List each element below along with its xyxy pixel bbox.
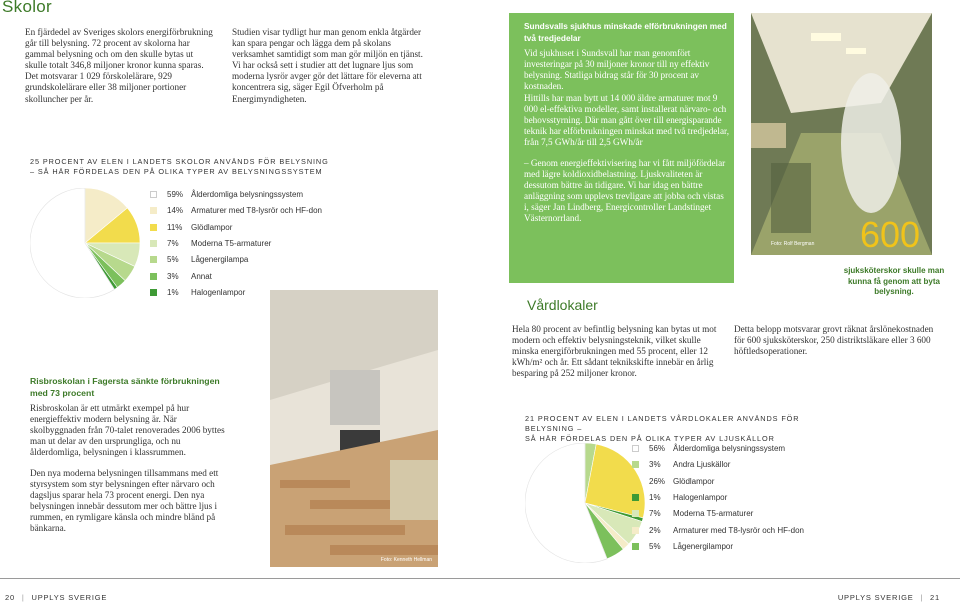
- sidebar-p3: – Genom energieffektivisering har vi fått miljöfördelar med lägre koldioxidbelastning. Ljuskvaliteten är dessutom bättre än tidigare. Vi har idag en bättre anläggning som upplevs trevligare att jobba och vistas i, säger Jan Lindberg, Energicontroller Landstinget Västernorrland.: [524, 158, 726, 224]
- vard-chart-legend: [632, 444, 852, 564]
- legend-label: Glödlampor: [673, 476, 715, 486]
- left-page-number: 20: [5, 593, 15, 602]
- legend-swatch: [150, 224, 157, 231]
- school-pie-chart: [30, 188, 140, 298]
- classroom-photo-credit: Foto: Kenneth Hellman: [380, 557, 432, 563]
- legend-label: Lågenergilampor: [673, 541, 734, 551]
- legend-percent: 3%: [167, 271, 179, 281]
- legend-entry: [150, 288, 245, 297]
- legend-swatch: [150, 256, 157, 263]
- legend-label: Ålderdomliga belysningssystem: [673, 444, 786, 453]
- legend-swatch: [632, 461, 639, 468]
- legend-entry: [150, 223, 232, 232]
- legend-swatch: [632, 510, 639, 517]
- sidebar-p1: Vid sjukhuset i Sundsvall har man genomfört investeringar på 30 miljoner kronor till ny effektiv belysning. Statliga bidrag står för 30 procent av kostnaden.: [524, 48, 710, 92]
- legend-swatch: [632, 543, 639, 550]
- legend-percent: 2%: [649, 525, 661, 535]
- legend-percent: 7%: [649, 509, 661, 519]
- right-footer: UPPLYS SVERIGE | 21: [837, 593, 940, 602]
- legend-label: Armaturer med T8-lysrör och HF-don: [673, 525, 804, 535]
- legend-percent: 14%: [167, 206, 184, 216]
- legend-percent: 7%: [167, 238, 179, 248]
- legend-label: Ålderdomliga belysningssystem: [191, 190, 304, 199]
- legend-percent: 26%: [649, 476, 666, 486]
- legend-swatch: [632, 478, 639, 485]
- legend-percent: 11%: [167, 222, 183, 232]
- legend-percent: 5%: [649, 541, 661, 551]
- legend-label: Andra Ljuskällor: [673, 460, 731, 470]
- right-page: [480, 0, 960, 603]
- right-footer-rule: [480, 578, 960, 579]
- left-footer: 20 | UPPLYS SVERIGE: [5, 593, 108, 602]
- stat-600-text: sjuksköterskor skulle man kunna få genom att byta belysning.: [843, 266, 945, 296]
- case-study-title: Risbroskolan i Fagersta sänkte förbrukningen med 73 procent: [30, 376, 220, 398]
- legend-swatch: [150, 273, 157, 280]
- legend-entry: [150, 190, 303, 199]
- legend-swatch: [150, 289, 157, 296]
- stat-600-number: 600: [860, 214, 921, 255]
- classroom-photo: [270, 290, 438, 567]
- legend-label: Armaturer med T8-lysrör och HF-don: [191, 206, 322, 216]
- vard-pie-chart: [525, 443, 645, 563]
- legend-swatch: [632, 494, 639, 501]
- legend-swatch: [632, 445, 639, 452]
- legend-percent: 5%: [167, 255, 179, 265]
- hospital-photo-credit: Foto: Rolf Bergman: [771, 241, 815, 247]
- case-study-p2: Den nya moderna belysningen tillsammans med ett styrsystem som styr belysningen efter närvaro och dagsljus sparar hela 73 procent energi. Den nya belysningen innebär dessutom mer och bättre ljus i rummen, en rymligare känsla och mindre bländ på bänkarna.: [30, 468, 219, 534]
- legend-swatch: [632, 527, 639, 534]
- legend-label: Glödlampor: [191, 222, 233, 232]
- study-paragraph: Studien visar tydligt hur man genom enkla åtgärder kan spara pengar och lägga dem på skolans verksamhet samtidigt som man gör miljön en tjänst. Vi har också sett i studier att det lugnare ljus som moderna lysrör avger gör det lättare för eleverna att koncentrera sig, säger Egil Öfverholm på Energimyndigheten.: [232, 27, 423, 104]
- case-study-p1: Risbroskolan är ett utmärkt exempel på hur energieffektiv modern belysning är. När skolbyggnaden från 70-talet renoverades 2006 byttes man ut delar av den ursprungliga, och nu ålderdomliga, belysningen i klassrummen.: [30, 403, 225, 458]
- legend-entry: [632, 526, 804, 535]
- page-heading: Skolor: [2, 0, 52, 16]
- legend-entry: [632, 460, 730, 469]
- legend-percent: 1%: [649, 492, 661, 502]
- classroom-illustration: [270, 290, 438, 567]
- legend-entry: [150, 255, 248, 264]
- vard-chart-heading-line2: SÅ HÄR FÖRDELAS DEN PÅ OLIKA TYPER AV LJUSKÄLLOR: [525, 434, 775, 443]
- school-chart-heading-line2: – SÅ HÄR FÖRDELAS DEN PÅ OLIKA TYPER AV BELYSNINGSSYSTEM: [30, 167, 323, 176]
- legend-percent: 59%: [167, 190, 184, 199]
- right-page-number: 21: [930, 593, 940, 602]
- legend-entry: [150, 272, 212, 281]
- legend-label: Halogenlampor: [673, 492, 728, 502]
- school-chart-heading-line1: 25 PROCENT AV ELEN I LANDETS SKOLOR ANVÄNDS FÖR BELYSNING: [30, 157, 329, 166]
- legend-entry: [632, 477, 714, 486]
- legend-swatch: [150, 240, 157, 247]
- vard-chart-heading: [525, 414, 845, 444]
- legend-entry: [632, 509, 753, 518]
- school-chart-legend: [150, 190, 350, 300]
- vard-body-col2: Detta belopp motsvarar grovt räknat årslönekostnaden för 600 sjuksköterskor, 250 distriktsläkare eller 3 600 höftledsoperationer.: [734, 324, 934, 357]
- legend-swatch: [150, 191, 157, 198]
- legend-entry: [632, 493, 727, 502]
- right-magazine-name: UPPLYS SVERIGE: [837, 593, 914, 602]
- legend-percent: 1%: [167, 287, 179, 297]
- legend-swatch: [150, 207, 157, 214]
- legend-percent: 56%: [649, 444, 666, 453]
- legend-entry: [150, 206, 322, 215]
- school-chart-heading: [30, 157, 330, 177]
- left-footer-rule: [0, 578, 480, 579]
- legend-label: Moderna T5-armaturer: [191, 238, 272, 248]
- legend-entry: [632, 444, 785, 453]
- legend-entry: [150, 239, 271, 248]
- vard-chart-heading-line1: 21 PROCENT AV ELEN I LANDETS VÅRDLOKALER ANVÄNDS FÖR BELYSNING –: [525, 414, 800, 433]
- intro-paragraph: En fjärdedel av Sveriges skolors energiförbrukning går till belysning. 72 procent av skolorna har gammal belysning och om den skulle bytas ut skulle totalt 346,8 miljoner kronor kunna sparas. Det motsvarar 1 029 förskolelärare, 929 grundskolelärare eller 38 miljoner portioner skolluncher per år.: [25, 27, 213, 104]
- legend-label: Moderna T5-armaturer: [673, 509, 754, 519]
- legend-percent: 3%: [649, 460, 661, 470]
- sidebar-title: Sundsvalls sjukhus minskade elförbrukningen med två tredjedelar: [524, 21, 727, 43]
- section-heading-vardlokaler: Vårdlokaler: [527, 297, 598, 313]
- left-magazine-name: UPPLYS SVERIGE: [31, 593, 108, 602]
- legend-label: Annat: [191, 271, 212, 281]
- legend-label: Lågenergilampa: [191, 255, 249, 265]
- hospital-sidebar: [509, 13, 734, 283]
- legend-entry: [632, 542, 733, 551]
- vard-body-col1: Hela 80 procent av befintlig belysning kan bytas ut mot modern och effektiv belysningsteknik, vilket skulle minska energiförbrukningen med 55 procent, eller 12 kWh/m² och år. Ett sådant teknikskifte innebär en årlig besparing på 252 miljoner kronor.: [512, 324, 717, 379]
- legend-label: Halogenlampor: [191, 287, 246, 297]
- sidebar-p2: Hittills har man bytt ut 14 000 äldre armaturer mot 9 000 el-effektiva modeller, samt installerat närvaro- och behovsstyrning. Där man gått över till energisparande teknik har elförbrukningen minskat med två tredjedelar, från 7,5 GWh/år till 2,5 GWh/år: [524, 93, 730, 148]
